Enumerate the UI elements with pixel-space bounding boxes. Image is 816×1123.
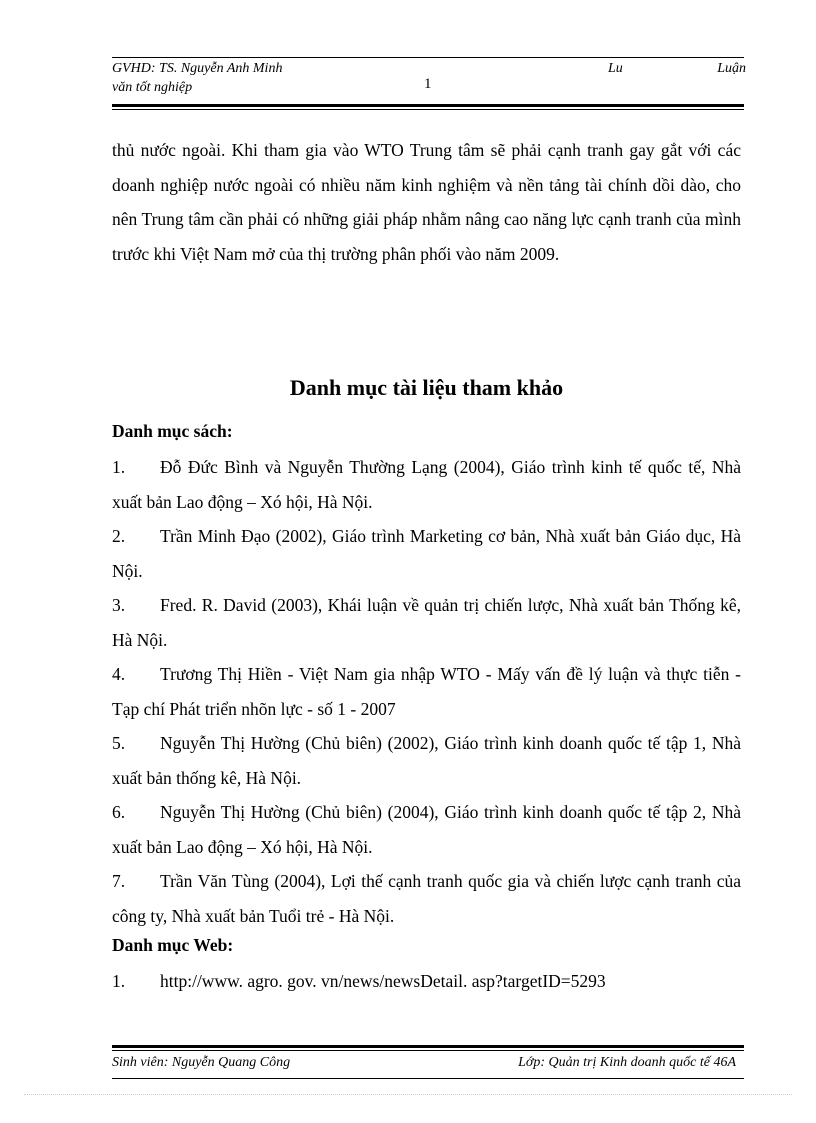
header-top-rule [112, 57, 744, 58]
header-thick-rule [112, 104, 744, 107]
references-title: Danh mục tài liệu tham khảo [289, 375, 564, 400]
entry-number: 7. [112, 871, 126, 891]
header-right-word1: Lu [608, 61, 623, 76]
header-thin-rule [112, 109, 744, 110]
book-entry [112, 726, 741, 795]
page-number: 1 [424, 76, 432, 92]
book-entry [112, 450, 741, 519]
entry-number: 4. [112, 664, 126, 684]
entry-text: Trương Thị Hiền - Việt Nam gia nhập WTO - Mấy vấn đề lý luận và thực tiễn - Tạp chí Phát triển nhõn lực - số 1 - 2007 [112, 664, 741, 719]
entry-text: Đỗ Đức Bình và Nguyễn Thường Lạng (2004), Giáo trình kinh tế quốc tế, Nhà xuất bản Lao động – Xó hội, Hà Nội. [112, 457, 741, 512]
header-thesis-type: văn tốt nghiệp [112, 80, 193, 95]
entry-text: Nguyễn Thị Hường (Chủ biên) (2004), Giáo trình kinh doanh quốc tế tập 2, Nhà xuất bản Lao động – Xó hội, Hà Nội. [112, 802, 741, 857]
book-entry [112, 657, 741, 726]
footer-class: Lớp: Quản trị Kinh doanh quốc tế 46A [518, 1055, 736, 1070]
book-entry [112, 588, 741, 657]
header-advisor: GVHD: TS. Nguyễn Anh Minh [112, 61, 283, 76]
footer-student: Sinh viên: Nguyễn Quang Công [112, 1055, 291, 1070]
entry-text: Trần Minh Đạo (2002), Giáo trình Marketing cơ bản, Nhà xuất bản Giáo dục, Hà Nội. [112, 526, 741, 581]
entry-text: Nguyễn Thị Hường (Chủ biên) (2002), Giáo trình kinh doanh quốc tế tập 1, Nhà xuất bản thống kê, Hà Nội. [112, 733, 741, 788]
footer-thin-rule [112, 1050, 744, 1051]
footer-bottom-rule [112, 1078, 744, 1079]
entry-number: 3. [112, 595, 126, 615]
entry-text: Trần Văn Tùng (2004), Lợi thế cạnh tranh quốc gia và chiến lược cạnh tranh của công ty, Nhà xuất bản Tuổi trẻ - Hà Nội. [112, 871, 741, 926]
entry-number: 5. [112, 733, 126, 753]
footer-thick-rule [112, 1045, 744, 1048]
web-heading: Danh mục Web: [112, 935, 234, 955]
entry-text: Fred. R. David (2003), Khái luận về quản trị chiến lược, Nhà xuất bản Thống kê, Hà Nội. [112, 595, 741, 650]
entry-url: http://www. agro. gov. vn/news/newsDetail. asp?targetID=5293 [160, 971, 606, 991]
page-edge-divider [24, 1094, 792, 1095]
book-entry [112, 864, 741, 933]
book-entry [112, 795, 741, 864]
entry-number: 2. [112, 526, 126, 546]
entry-number: 6. [112, 802, 126, 822]
web-entry [112, 964, 741, 999]
intro-paragraph: thủ nước ngoài. Khi tham gia vào WTO Trung tâm sẽ phải cạnh tranh gay gắt với các doanh nghiệp nước ngoài có nhiều năm kinh nghiệm và nền tảng tài chính dồi dào, cho nên Trung tâm cần phải có những giải pháp nhằm nâng cao năng lực cạnh tranh của mình trước khi Việt Nam mở của thị trường phân phối vào năm 2009. [112, 140, 741, 264]
book-entry [112, 519, 741, 588]
entry-number: 1. [112, 971, 126, 991]
books-heading: Danh mục sách: [112, 421, 233, 441]
header-right-word2: Luận [717, 61, 746, 76]
entry-number: 1. [112, 457, 126, 477]
